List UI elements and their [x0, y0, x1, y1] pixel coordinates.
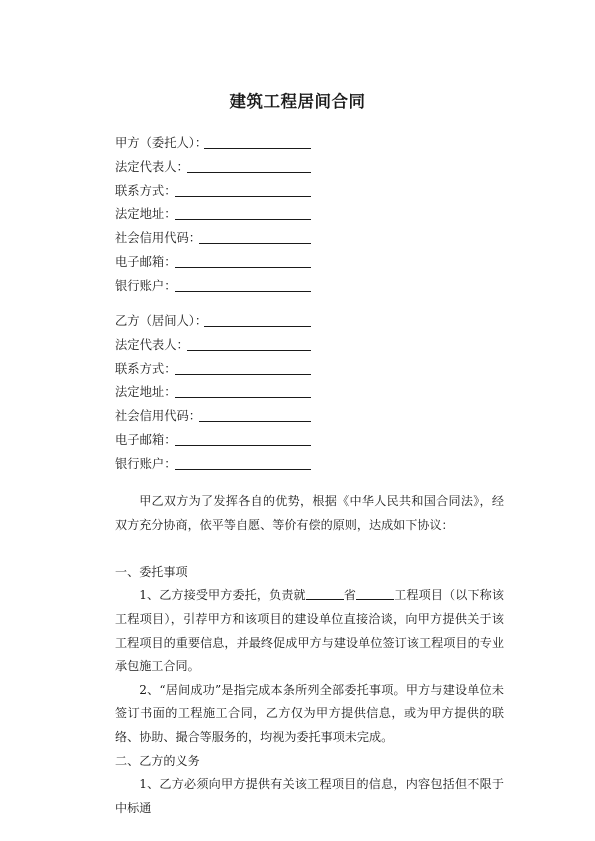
field-line[interactable] [175, 445, 311, 446]
document-title: 建筑工程居间合同 [229, 92, 366, 111]
field-label: 银行账户： [115, 278, 177, 293]
field-label: 法定代表人： [115, 337, 189, 352]
field-label: 法定代表人： [115, 159, 189, 174]
party-a-name-line[interactable] [204, 148, 311, 149]
field-label: 电子邮箱： [115, 254, 177, 269]
party-a-heading-label: 甲方（委托人）： [115, 136, 208, 150]
party-b-field-contact[interactable] [115, 359, 207, 383]
field-label: 联系方式： [115, 361, 177, 376]
party-b-block [115, 311, 207, 478]
field-label: 电子邮箱： [115, 432, 177, 447]
clause-text: 工程项目（以下称该工程项目），引荐甲方和该项目的建设单位直接洽谈，向甲方提供关于该工程项目的重要信息，并最终促成甲方与建设单位签订该工程项目的专业承包施工合同。 [115, 588, 504, 674]
party-b-heading-label: 乙方（居间人）： [115, 314, 208, 328]
project-blank[interactable] [356, 587, 394, 600]
clause-text: 1、乙方接受甲方委托，负责就 [139, 588, 306, 603]
field-line[interactable] [175, 469, 311, 470]
party-b-heading-field[interactable] [115, 311, 207, 335]
party-a-field-contact[interactable] [115, 181, 207, 205]
field-line[interactable] [175, 374, 311, 375]
party-a-field-address[interactable] [115, 204, 207, 228]
party-a-block [115, 133, 207, 300]
intro-paragraph: 甲乙双方为了发挥各自的优势，根据《中华人民共和国合同法》，经双方充分协商，依平等自愿、等价有偿的原则，达成如下协议： [115, 494, 504, 532]
section-1-heading: 一、委托事项 [115, 564, 188, 579]
party-b-field-email[interactable] [115, 430, 207, 454]
field-label: 联系方式： [115, 183, 177, 198]
field-line[interactable] [175, 291, 311, 292]
field-label: 银行账户： [115, 456, 177, 471]
field-label: 法定地址： [115, 207, 177, 222]
field-line[interactable] [175, 219, 311, 220]
section-1-clause-2: 2、“居间成功”是指完成本条所列全部委托事项。甲方与建设单位未签订书面的工程施工合同，乙方仅为甲方提供信息，或为甲方提供的联络、协助、撮合等服务的，均视为委托事项未完成。 [115, 682, 504, 744]
field-label: 社会信用代码： [115, 409, 202, 424]
field-line[interactable] [199, 243, 311, 244]
province-blank[interactable] [306, 587, 344, 600]
field-label: 法定地址： [115, 385, 177, 400]
field-line[interactable] [175, 397, 311, 398]
section-2-heading: 二、乙方的义务 [115, 753, 200, 768]
field-line[interactable] [175, 196, 311, 197]
field-label: 社会信用代码： [115, 231, 202, 246]
party-a-field-credit-code[interactable] [115, 228, 207, 252]
party-b-field-bank[interactable] [115, 454, 207, 478]
party-b-name-line[interactable] [204, 326, 311, 327]
section-2-clause-1: 1、乙方必须向甲方提供有关该工程项目的信息，内容包括但不限于中标通 [115, 777, 504, 815]
party-b-field-address[interactable] [115, 382, 207, 406]
spacer [115, 537, 504, 561]
party-a-field-email[interactable] [115, 252, 207, 276]
clause-text: 省 [343, 588, 357, 603]
party-a-heading-field[interactable] [115, 133, 207, 157]
section-1-clause-1 [115, 584, 504, 678]
party-b-field-representative[interactable] [115, 335, 207, 359]
field-line[interactable] [175, 267, 311, 268]
party-a-field-representative[interactable] [115, 157, 207, 181]
field-line[interactable] [199, 421, 311, 422]
party-b-field-credit-code[interactable] [115, 406, 207, 430]
field-line[interactable] [187, 350, 311, 351]
party-a-field-bank[interactable] [115, 276, 207, 300]
field-line[interactable] [187, 172, 311, 173]
contract-body [115, 490, 504, 820]
